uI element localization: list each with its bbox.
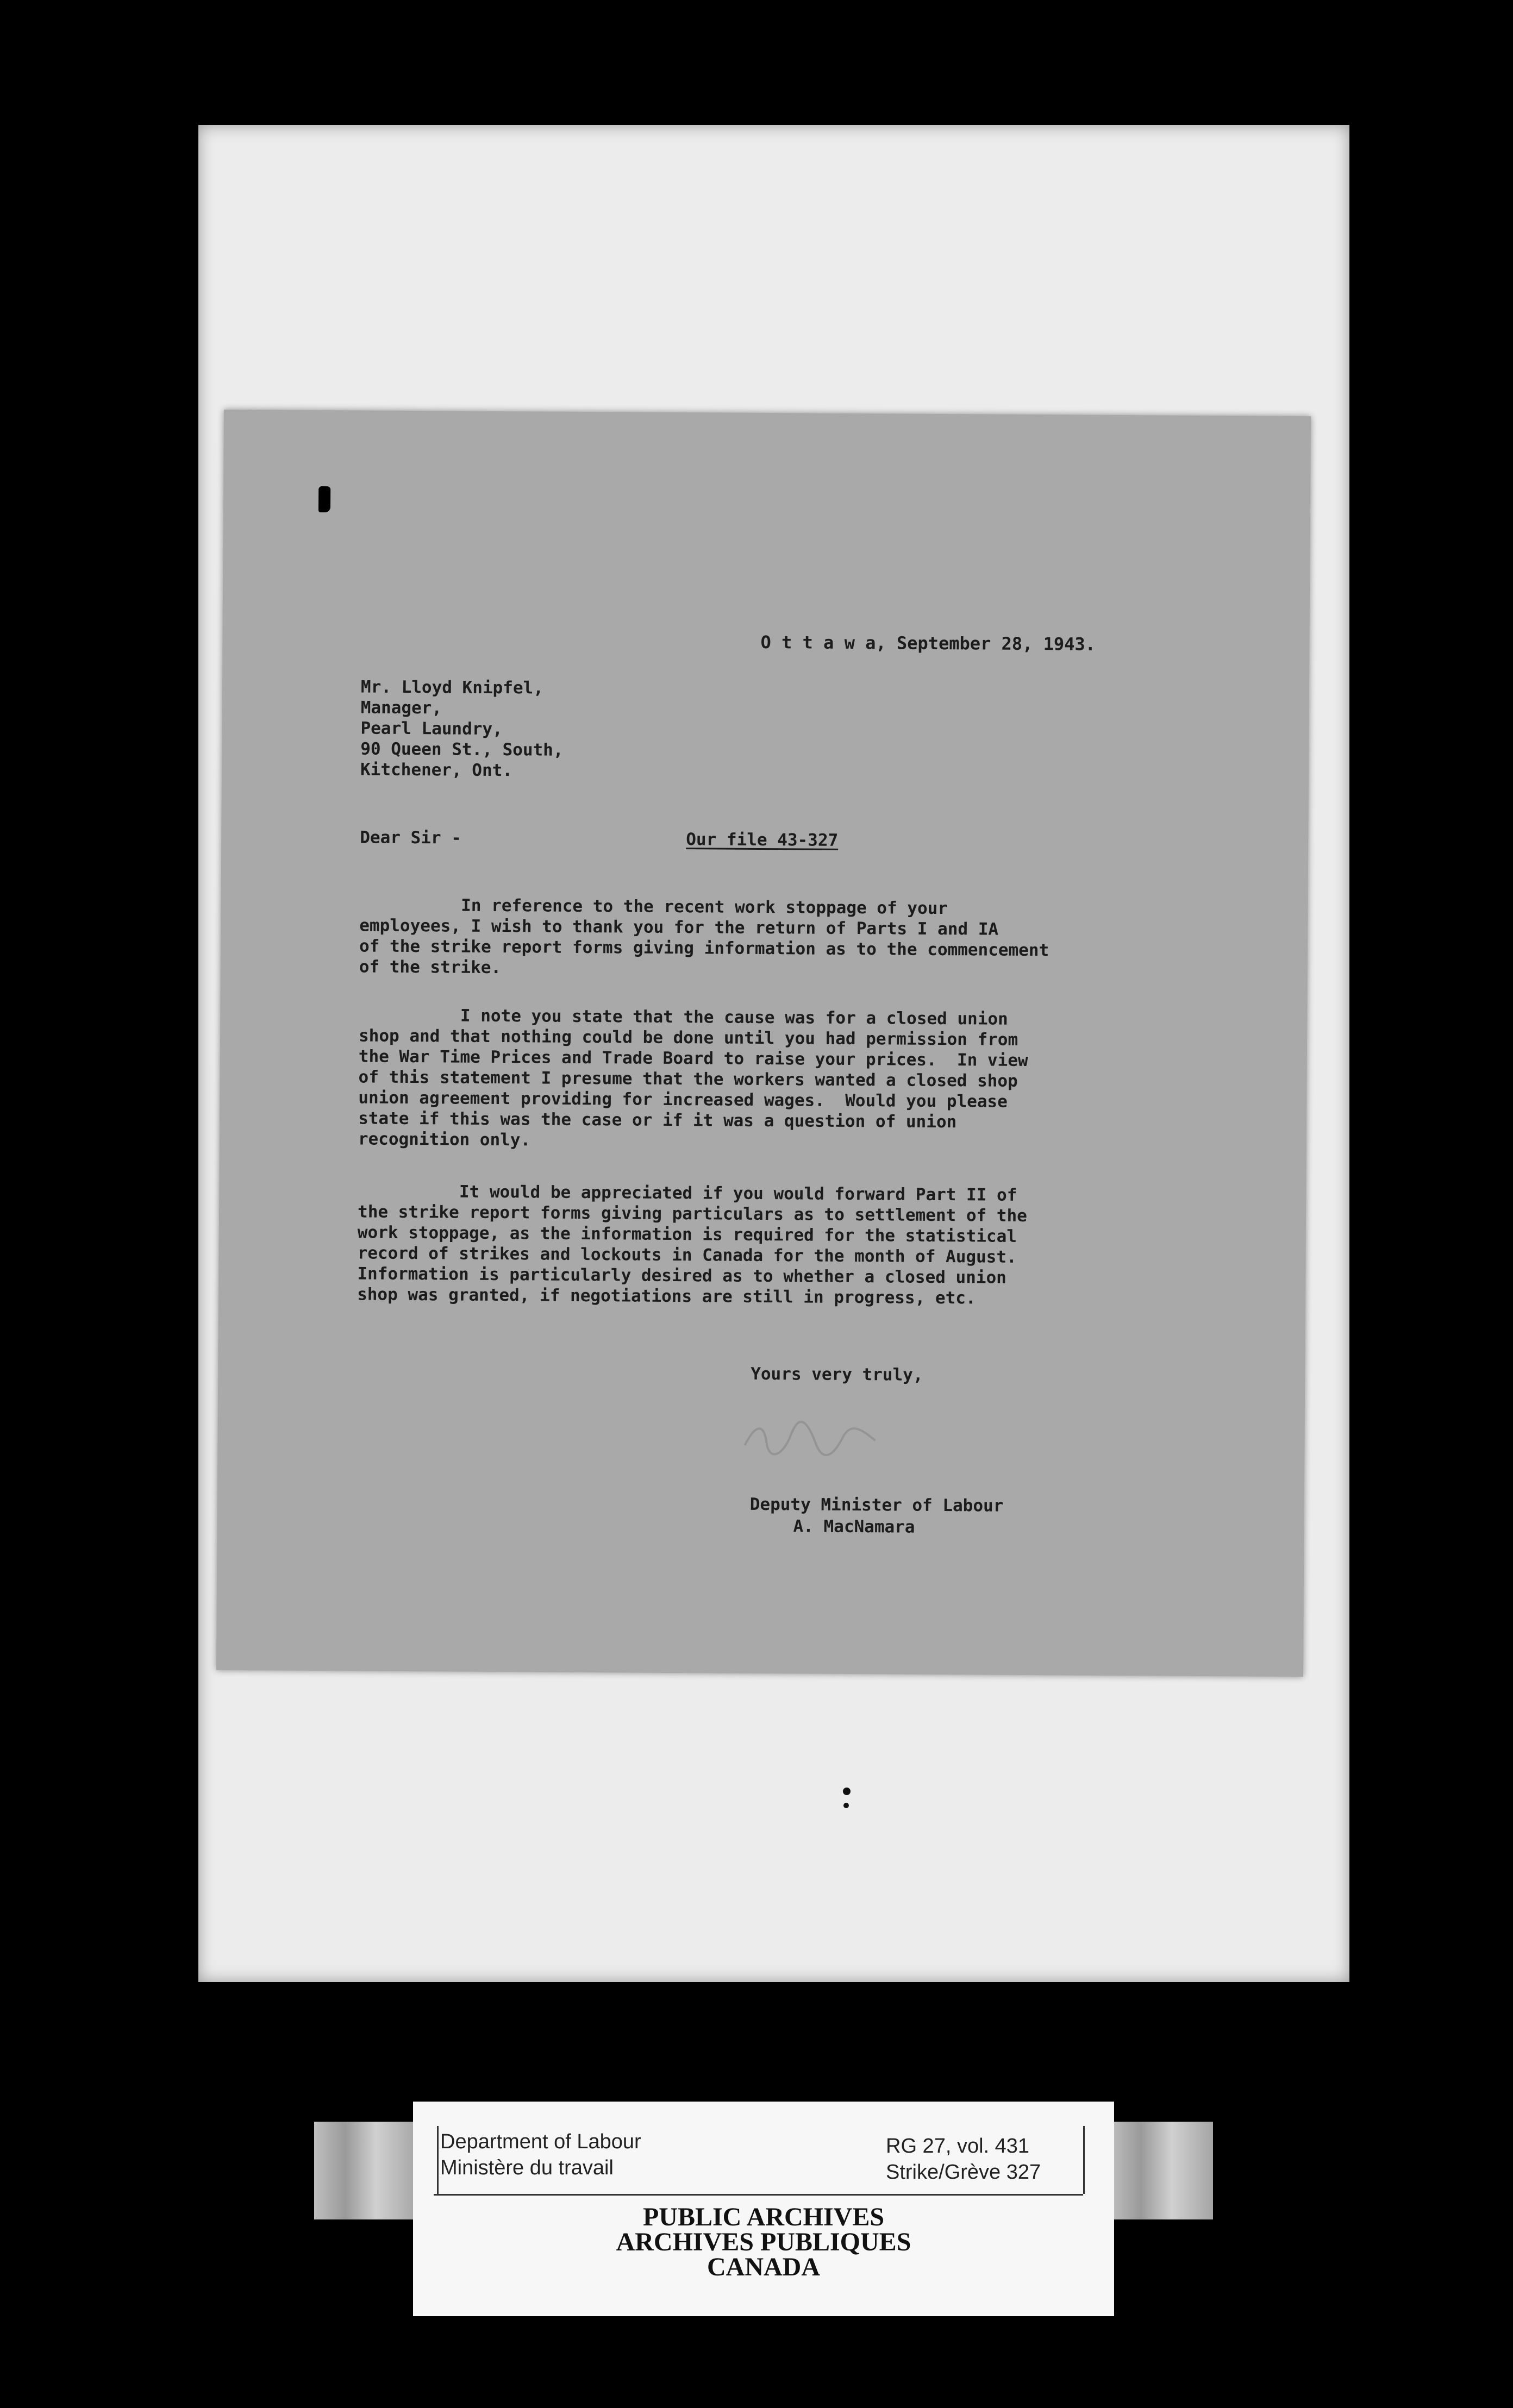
- signer-name: A. MacNamara: [793, 1516, 915, 1537]
- text-line: I note you state that the cause was for a closed union: [359, 1005, 1008, 1029]
- carbon-copy-letter: [216, 410, 1311, 1677]
- signer-title: Deputy Minister of Labour: [749, 1494, 1004, 1516]
- closing: Yours very truly,: [751, 1364, 923, 1385]
- punch-mark: [318, 486, 330, 512]
- text-line: record of strikes and lockouts in Canada for the month of August.: [357, 1243, 1017, 1267]
- strike-reference: Strike/Grève 327: [886, 2161, 1041, 2184]
- department-english: Department of Labour: [440, 2130, 641, 2153]
- address-line: Manager,: [360, 698, 442, 718]
- strip-edge-left: [314, 2122, 417, 2219]
- text-line: of the strike.: [359, 957, 502, 978]
- text-line: employees, I wish to thank you for the return of Parts I and IA: [359, 915, 999, 939]
- text-line: Information is particularly desired as to whether a closed union: [357, 1264, 1006, 1288]
- archive-title-french: ARCHIVES PUBLIQUES: [616, 2228, 911, 2256]
- text-line: In reference to the recent work stoppage of your: [359, 895, 948, 919]
- archive-title-country: CANADA: [707, 2253, 820, 2281]
- text-line: state if this was the case or if it was a question of union: [358, 1108, 957, 1132]
- dust-speck: [843, 1788, 851, 1795]
- record-group-reference: RG 27, vol. 431: [886, 2135, 1030, 2158]
- file-reference: Our file 43-327: [686, 830, 839, 850]
- paragraph-3: [357, 1181, 1281, 1310]
- address-line: Mr. Lloyd Knipfel,: [360, 677, 544, 698]
- letter-dateline: O t t a w a, September 28, 1943.: [760, 631, 1096, 655]
- text-line: the War Time Prices and Trade Board to raise your prices. In view: [358, 1046, 1028, 1070]
- address-line: Pearl Laundry,: [360, 718, 503, 739]
- signature-scrawl: [739, 1413, 881, 1463]
- label-bracket-left: [437, 2126, 439, 2194]
- strip-edge-right: [1110, 2122, 1213, 2219]
- text-line: It would be appreciated if you would forward Part II of: [358, 1181, 1017, 1205]
- text-line: union agreement providing for increased wages. Would you please: [358, 1088, 1008, 1112]
- paragraph-2: [358, 1005, 1283, 1155]
- archive-title-english: PUBLIC ARCHIVES: [642, 2203, 885, 2231]
- department-french: Ministère du travail: [440, 2156, 614, 2179]
- salutation: Dear Sir -: [360, 827, 462, 848]
- text-line: shop and that nothing could be done until you had permission from: [358, 1026, 1018, 1050]
- label-divider: [434, 2194, 1083, 2196]
- address-line: 90 Queen St., South,: [360, 739, 564, 760]
- recipient-address: [360, 676, 564, 781]
- text-line: of the strike report forms giving information as to the commencement: [359, 936, 1049, 961]
- archive-label: [413, 2102, 1114, 2316]
- text-line: the strike report forms giving particulars as to settlement of the: [357, 1202, 1027, 1226]
- address-line: Kitchener, Ont.: [360, 760, 513, 781]
- text-line: work stoppage, as the information is required for the statistical: [357, 1222, 1017, 1246]
- label-bracket-right: [1083, 2126, 1085, 2194]
- text-line: of this statement I presume that the workers wanted a closed shop: [358, 1067, 1018, 1091]
- text-line: shop was granted, if negotiations are still in progress, etc.: [357, 1284, 976, 1308]
- dust-speck: [843, 1803, 849, 1808]
- text-line: recognition only.: [358, 1129, 531, 1150]
- paragraph-1: [359, 894, 1284, 982]
